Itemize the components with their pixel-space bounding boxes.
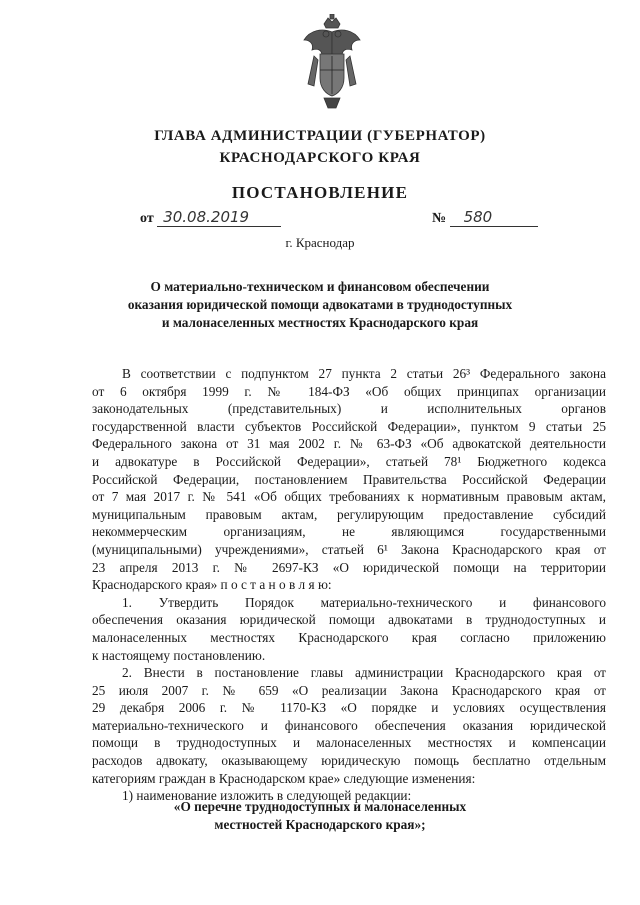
- coat-of-arms-emblem: [300, 14, 364, 110]
- text-line: и адвокатуре в Российской Федерации», статьей 78¹ Бюджетного кодекса: [92, 453, 606, 469]
- quote-line: местностей Краснодарского края»;: [214, 817, 426, 832]
- text-line: 23 апреля 2013 г. № 2697-КЗ «О юридической помощи на территории: [92, 559, 606, 575]
- quote-line: «О перечне труднодоступных и малонаселенных: [173, 799, 467, 814]
- document-title: [0, 278, 640, 332]
- text-line: Федерального закона от 31 мая 2002 г. № 63-ФЗ «Об адвокатской деятельности: [92, 436, 606, 452]
- text-line: помощи в труднодоступных и малонаселенных местностях и компенсации: [92, 735, 606, 751]
- text-line: государственной власти субъектов Российской Федерации», пунктом 9 статьи 25: [92, 418, 606, 434]
- text-line: материально-технического и финансового обеспечения оказания юридической: [92, 717, 606, 733]
- text-line: (муниципальными) учреждениями», статьей 6¹ Закона Краснодарского края от: [92, 541, 606, 557]
- organization-name-line1: ГЛАВА АДМИНИСТРАЦИИ (ГУБЕРНАТОР): [154, 128, 486, 144]
- text-line: 25 июля 2007 г. № 659 «О реализации Закона Краснодарского края от: [92, 682, 606, 698]
- text-line: некоммерческим организациям, не являющимся государственными: [92, 524, 606, 540]
- text-line: 1. Утвердить Порядок материально-технического и финансового: [122, 594, 606, 610]
- text-line: категориям граждан в Краснодарском крае» следующие изменения:: [92, 770, 476, 786]
- text-line: расходов адвокату, оказывающему юридическую помощь бесплатно отдельным: [92, 753, 606, 769]
- organization-name-line2: КРАСНОДАРСКОГО КРАЯ: [219, 150, 421, 166]
- date-prefix: от: [140, 211, 154, 226]
- title-line: и малонаселенных местностях Краснодарского края: [161, 315, 479, 330]
- date-value: 30.08.2019: [157, 208, 281, 227]
- text-line: 2. Внести в постановление главы администрации Краснодарского края от: [122, 665, 606, 681]
- title-line: оказания юридической помощи адвокатами в труднодоступных: [127, 297, 513, 312]
- text-line: к настоящему постановлению.: [92, 647, 266, 663]
- document-type: ПОСТАНОВЛЕНИЕ: [231, 183, 409, 202]
- text-line: от 7 мая 2017 г. № 541 «Об общих требованиях к нормативным правовым актам,: [92, 489, 606, 505]
- date-field: [140, 208, 281, 227]
- number-field: [432, 208, 538, 227]
- title-line: О материально-техническом и финансовом обеспечении: [150, 279, 490, 294]
- text-line: от 6 октября 1999 г. № 184-ФЗ «Об общих принципах организации: [92, 383, 606, 399]
- text-line: законодательных (представительных) и исполнительных органов: [92, 401, 606, 417]
- text-line: муниципальным правовым актам, регулирующим предоставление субсидий: [92, 506, 606, 522]
- text-line: Краснодарского края» п о с т а н о в л я ю:: [92, 577, 332, 593]
- city: г. Краснодар: [285, 235, 355, 250]
- text-line: обеспечения оказания юридической помощи адвокатами в труднодоступных и: [92, 612, 606, 628]
- number-value: 580: [450, 208, 538, 227]
- text-line: малонаселенных местностях Краснодарского края согласно приложению: [92, 629, 606, 645]
- number-prefix: №: [432, 211, 447, 226]
- text-line: 29 декабря 2006 г. № 1170-КЗ «О порядке и условиях осуществления: [92, 700, 606, 716]
- text-line: В соответствии с подпунктом 27 пункта 2 статьи 26³ Федерального закона: [122, 366, 606, 381]
- text-line: Российской Федерации, постановлением Правительства Российской Федерации: [92, 471, 606, 487]
- text-line: 1) наименование изложить в следующей редакции:: [122, 788, 412, 804]
- paragraph-preamble: [92, 365, 606, 805]
